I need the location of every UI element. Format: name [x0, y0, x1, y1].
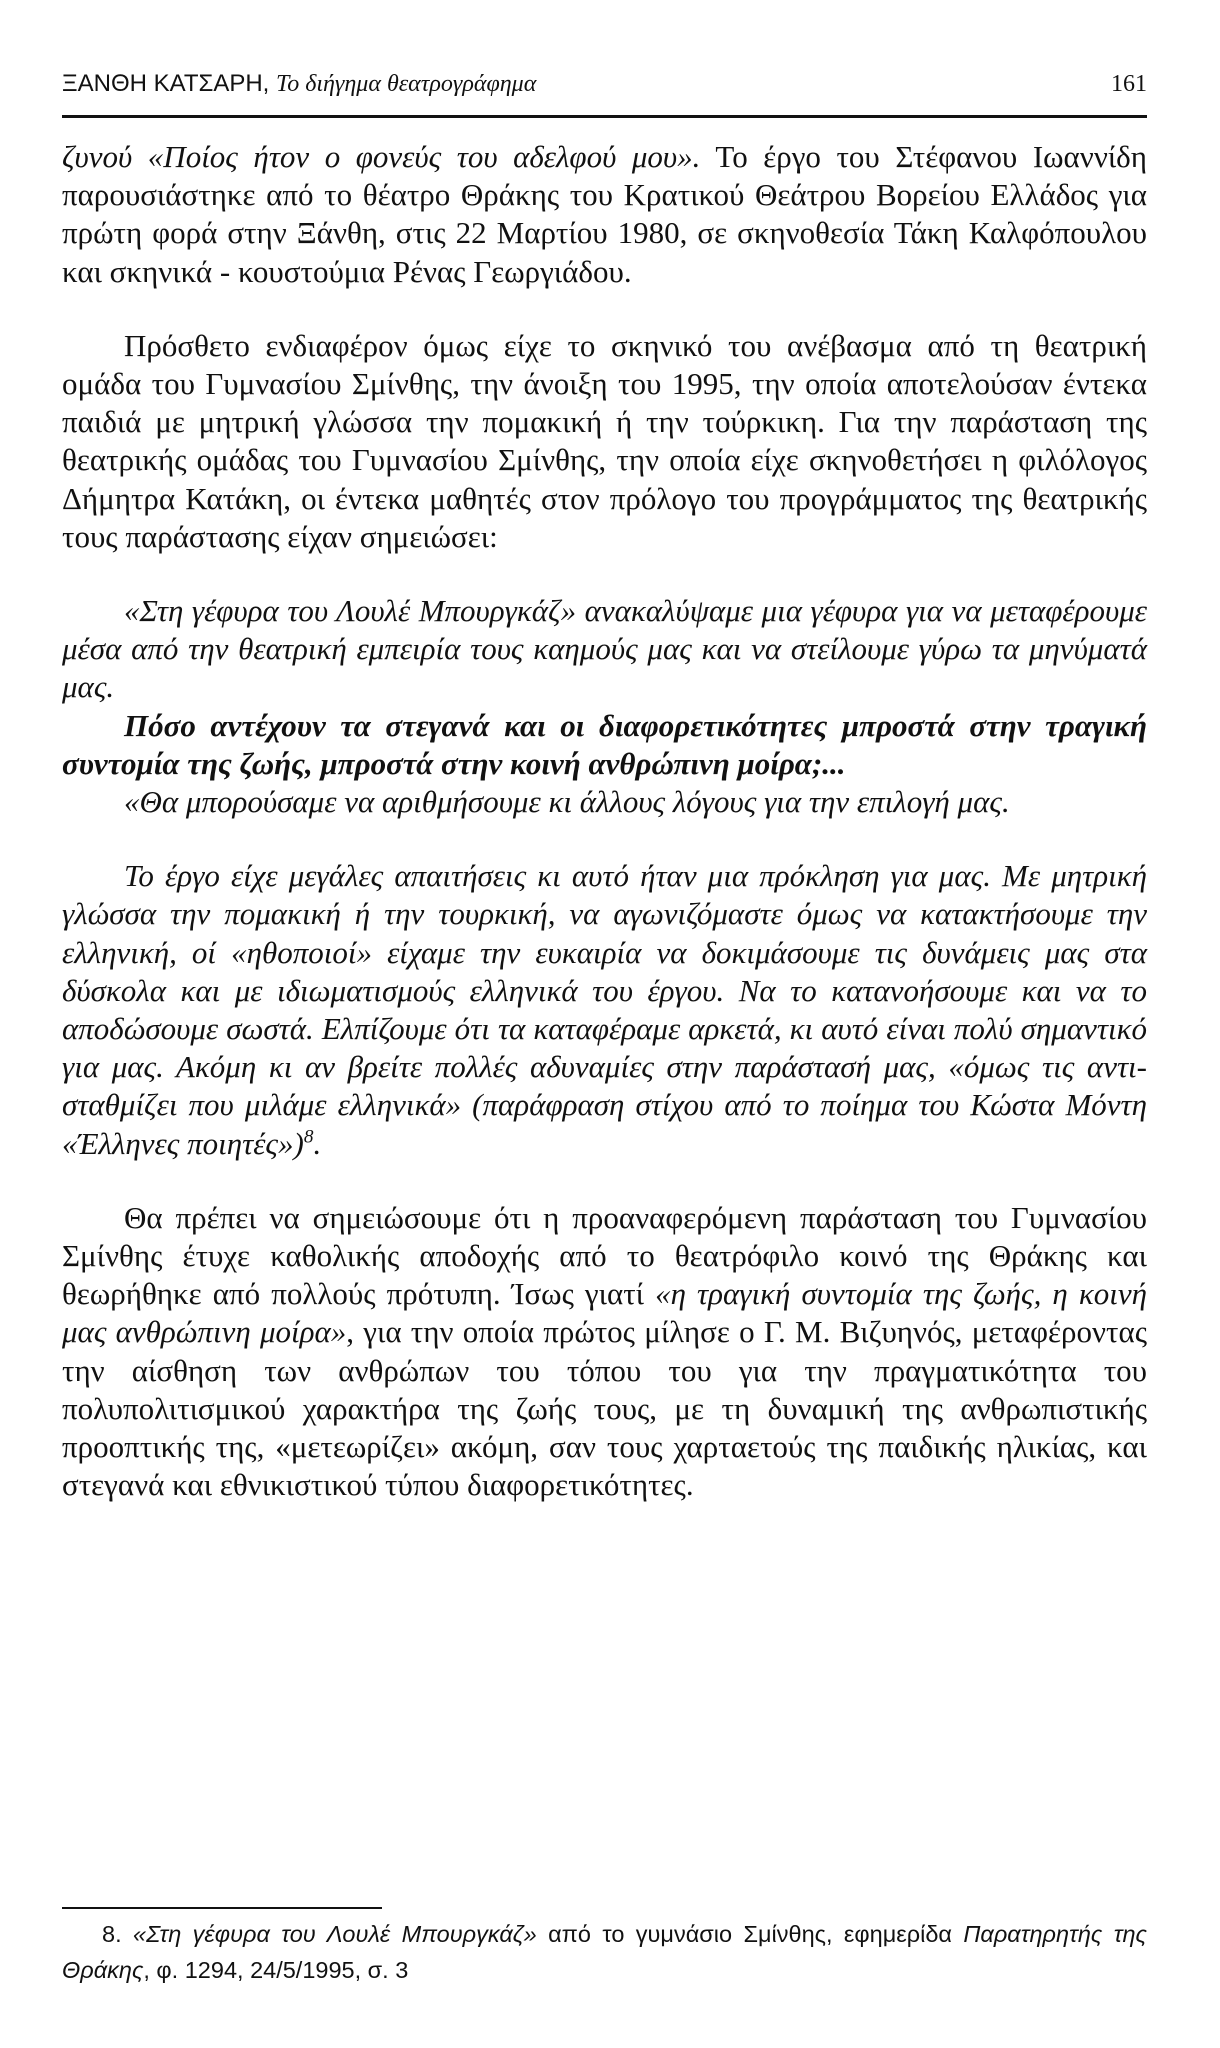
footnote-text: από το γυμνάσιο Σμίνθης, εφημερίδα — [536, 1921, 964, 1947]
footnote-italic-title: «Στη γέφυρα του Λουλέ Μπουργκάζ» — [133, 1921, 537, 1947]
footnote-number: 8. — [102, 1921, 134, 1947]
chapter-title: Το διήγημα θεατρογράφημα — [276, 71, 537, 97]
quote-paragraph-2: Πόσο αντέχουν τα στεγανά και οι διαφορετικότητες μπροστά στην τραγική συντομία της ζωής, μπροστά στην κοινή ανθρώπινη μοίρα;... — [62, 707, 1147, 781]
quote-paragraph-4-text: Το έργο είχε μεγάλες απαιτήσεις κι αυτό ήταν μια πρόκληση για μας. Με μητρική γλώσσα την πομακική ή την τουρκική, να αγωνιζόμαστε όμως να κατακτήσουμε την ελληνική, οί «ηθοποιοί» είχαμε την ευκαιρία να δοκιμάσουμε τις δυνάμεις μας στα δύσκολα και με ιδιωματισμούς ελληνικά του έργου. Να το κατανοήσουμε και να το αποδώσουμε σωστά. Ελπίζουμε ότι τα καταφέραμε αρκετά, κι αυτό είναι πολύ σημαντικό για μας. Ακόμη κι αν βρείτε πολλές αδυναμίες στην παράστασή μας, «όμως τις αντισταθμίζει που μιλάμε ελληνικά» (παράφραση στίχου από το ποίημα του Κώστα Μόντη «Έλληνες ποιητές») — [62, 858, 1147, 1161]
body-text — [62, 138, 1147, 1541]
quote-paragraph-3: «Θα μπορούσαμε να αριθμήσουμε κι άλλους λόγους για την επιλογή μας. — [124, 784, 1010, 820]
footnote — [62, 1916, 1147, 1988]
program-quote — [62, 592, 1147, 1163]
footnote-reference: 8 — [303, 1126, 314, 1148]
footnote-details: , φ. 1294, 24/5/1995, σ. 3 — [143, 1957, 409, 1983]
paragraph-1 — [62, 138, 1147, 291]
quote-paragraph-1: «Στη γέφυρα του Λουλέ Μπουργκάζ» ανακαλύψαμε μια γέφυρα για να μεταφέρουμε μέσα από την θεατρική εμπειρία τους καημούς μας και να στείλουμε γύρω τα μηνύματά μας. — [62, 593, 1147, 705]
footnote-newspaper: Παρατηρητής της Θράκης — [62, 1921, 1147, 1983]
paragraph-3-text-b: , για την οποία πρώτος μίλησε ο Γ. Μ. Βιζυηνός, μεταφέροντας την αίσθηση των ανθρώπων του τόπου του για την πραγματικότητα του πολυπολιτισμικού χαρακτήρα της ζωής τους, με τη δυναμική της ανθρωπιστικής προοπτικής της, «μετεωρίζει» ακόμη, σαν τους χαρταετούς της παιδικής ηλικίας, και στεγανά και εθνικιστικού τύπου διαφορετικότητες. — [62, 1314, 1147, 1503]
footnote-rule — [62, 1907, 382, 1909]
paragraph-2: Πρόσθετο ενδιαφέρον όμως είχε το σκηνικό του ανέβασμα από τη θεατρική ομάδα του Γυμνασίου Σμίνθης, την άνοιξη του 1995, την οποία αποτελούσαν έντεκα παιδιά με μητρική γλώσσα την πομακική ή την τούρκικη. Για την παράσταση της θεατρικής ομάδας του Γυμνασίου Σμίνθης, την οποία είχε σκηνοθετήσει η φιλόλογος Δήμητρα Κατάκη, οι έντεκα μαθητές στον πρόλογο του προγράμματος της θεατρικής τους παράστασης είχαν σημειώσει: — [62, 327, 1147, 554]
quote-paragraph-4 — [62, 857, 1147, 1163]
page-number: 161 — [1111, 71, 1147, 97]
paragraph-3 — [62, 1199, 1147, 1505]
paragraph-3-italic: «η τραγική συντομία της ζωής, η κοινή μας ανθρώπινη μοίρα» — [62, 1276, 1148, 1350]
quote-paragraph-4-end: . — [313, 1125, 322, 1161]
paragraph-1-text: Το έργο του Στέφανου Ιωαννίδη παρουσιάστηκε από το θέατρο Θράκης του Κρατικού Θεάτρου Βορείου Ελλάδος για πρώτη φορά στην Ξάνθη, στις 22 Μαρτίου 1980, σε σκηνοθεσία Τάκη Καλφόπουλου και σκηνικά - κουστούμια Ρένας Γεωργιάδου. — [62, 139, 1147, 289]
paragraph-1-italic: ζυνού «Ποίος ήτον ο φονεύς του αδελφού μου». — [62, 139, 701, 174]
paragraph-3-text-a: Θα πρέπει να σημειώσουμε ότι η προαναφερόμενη παράσταση του Γυμνασίου Σμίνθης έτυχε καθολικής αποδοχής από το θεατρόφιλο κοινό της Θράκης και θεωρήθηκε από πολλούς πρότυπη. Ίσως γιατί — [62, 1199, 1147, 1312]
author-name: ΞΑΝΘΗ ΚΑΤΣΑΡΗ, — [62, 70, 277, 97]
header-rule — [62, 115, 1147, 118]
running-head — [62, 64, 1147, 104]
